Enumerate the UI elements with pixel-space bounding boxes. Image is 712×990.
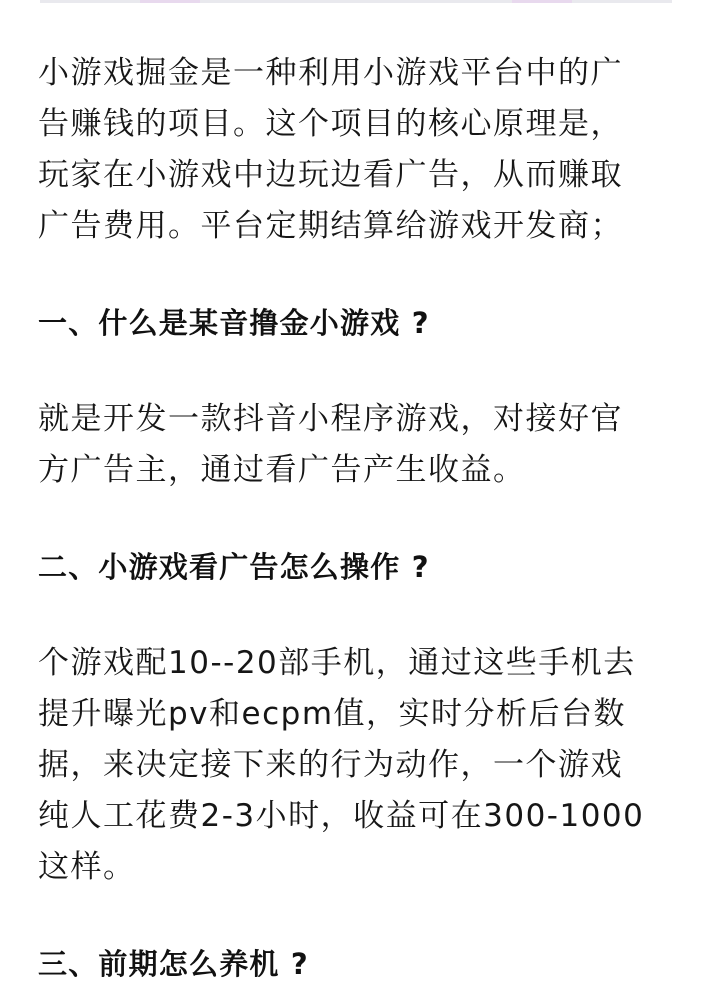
section-3-heading: 三、前期怎么养机 ? (38, 947, 309, 981)
section-2-heading: 二、小游戏看广告怎么操作 ? (38, 550, 430, 584)
article-body (38, 48, 678, 990)
intro-paragraph: 小游戏掘金是一种利用小游戏平台中的广 告赚钱的项目。这个项目的核心原理是， 玩家在小游戏中边玩边看广告，从而赚取 广告费用。平台定期结算给游戏开发商； (38, 55, 623, 244)
top-divider-accent-left (140, 0, 200, 3)
top-divider-accent-right (512, 0, 572, 3)
top-divider (40, 0, 672, 3)
section-2-paragraph: 个游戏配10--20部手机，通过这些手机去 提升曝光pv和ecpm值，实时分析后台数 据，来决定接下来的行为动作，一个游戏 纯人工花费2-3小时，收益可在300-1000 这样。 (38, 645, 645, 885)
section-1-paragraph: 就是开发一款抖音小程序游戏，对接好官 方广告主，通过看广告产生收益。 (38, 401, 623, 488)
section-1-heading: 一、什么是某音撸金小游戏 ? (38, 306, 430, 340)
